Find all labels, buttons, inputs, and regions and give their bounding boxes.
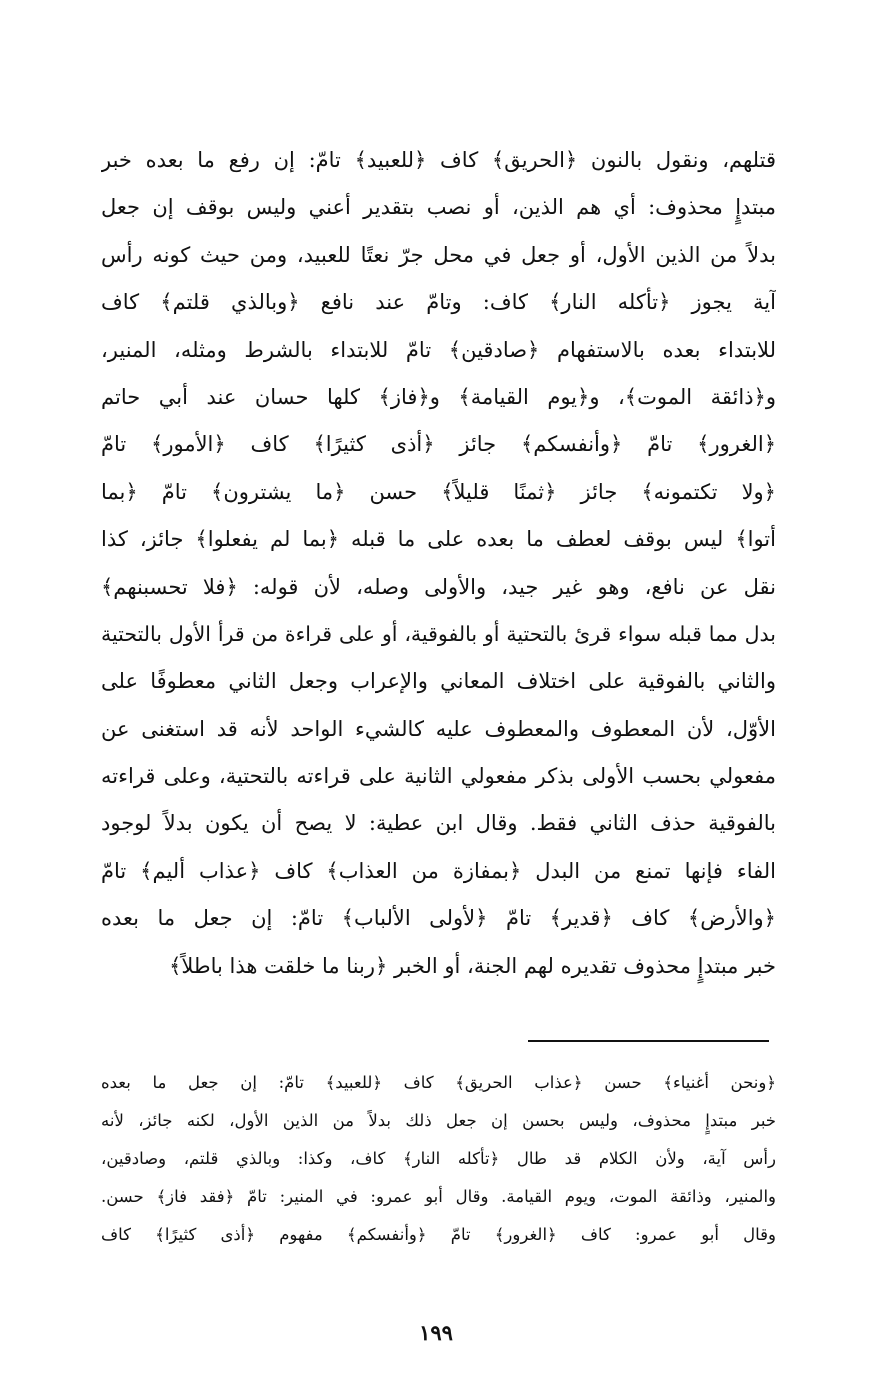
text-line: مبتدإٍ محذوف: أي هم الذين، أو نصب بتقدير أعني وليس بوقف إن جعل <box>101 195 776 220</box>
text-line: للابتداء بعده بالاستفهام ﴿صادقين﴾ تامّ للابتداء بالشرط ومثله، المنير، <box>101 337 776 362</box>
text-line: ﴿ولا تكتمونه﴾ جائز ﴿ثمنًا قليلاً﴾ حسن ﴿ما يشترون﴾ تامّ ﴿بما <box>101 479 776 504</box>
text-line: الأوّل، لأن المعطوف والمعطوف عليه كالشيء الواحد لأنه قد استغنى عن <box>101 716 776 741</box>
text-line: نقل عن نافع، وهو غير جيد، والأولى وصله، لأن قوله: ﴿فلا تحسبنهم﴾ <box>101 574 776 599</box>
footnote-line: رأس آية، ولأن الكلام قد طال ﴿تأكله النار﴾ كاف، وكذا: وبالذي قلتم، وصادقين، <box>101 1149 776 1168</box>
text-line: بالفوقية حذف الثاني فقط. وقال ابن عطية: لا يصح أن يكون بدلاً لوجود <box>101 811 776 836</box>
text-line: أتوا﴾ ليس بوقف لعطف ما بعده على ما قبله ﴿بما لم يفعلوا﴾ جائز، كذا <box>101 527 776 552</box>
text-line: خبر مبتدإٍ محذوف تقديره لهم الجنة، أو الخبر ﴿ربنا ما خلقت هذا باطلاً﴾ <box>169 953 776 978</box>
footnote-separator <box>528 1040 769 1042</box>
text-line: الفاء فإنها تمنع من البدل ﴿بمفازة من العذاب﴾ كاف ﴿عذاب أليم﴾ تامّ <box>101 858 776 883</box>
text-line: قتلهم، ونقول بالنون ﴿الحريق﴾ كاف ﴿للعبيد﴾ تامّ: إن رفع ما بعده خبر <box>101 148 776 172</box>
main-text-block <box>101 137 776 990</box>
text-line: بدل مما قبله سواء قرئ بالتحتية أو بالفوقية، أو على قراءة من قرأ الأول بالتحتية <box>101 621 776 646</box>
footnote-block <box>101 1064 776 1254</box>
footnote-line: والمنير، وذائقة الموت، ويوم القيامة. وقال أبو عمرو: في المنير: تامّ ﴿فقد فاز﴾ حسن. <box>101 1187 776 1206</box>
text-line: مفعولي بحسب الأولى بذكر مفعولي الثانية على قراءته بالتحتية، وعلى قراءته <box>101 764 776 789</box>
text-line: آية يجوز ﴿تأكله النار﴾ كاف: وتامّ عند نافع ﴿وبالذي قلتم﴾ كاف <box>101 290 776 315</box>
page-number: ١٩٩ <box>419 1320 453 1345</box>
text-line: بدلاً من الذين الأول، أو جعل في محل جرّ نعتًا للعبيد، ومن حيث كونه رأس <box>101 242 776 267</box>
footnote-line: خبر مبتدإٍ محذوف، وليس بحسن إن جعل ذلك بدلاً من الذين الأول، لكنه جائز، لأنه <box>101 1111 776 1130</box>
text-line: والثاني بالفوقية على اختلاف المعاني والإعراب وجعل الثاني معطوفًا على <box>101 669 776 694</box>
footnote-line: وقال أبو عمرو: كاف ﴿الغرور﴾ تامّ ﴿وأنفسكم﴾ مفهوم ﴿أذى كثيرًا﴾ كاف <box>101 1225 776 1244</box>
footnote-line: ﴿ونحن أغنياء﴾ حسن ﴿عذاب الحريق﴾ كاف ﴿للعبيد﴾ تامّ: إن جعل ما بعده <box>101 1073 776 1092</box>
text-line: ﴿والأرض﴾ كاف ﴿قدير﴾ تامّ ﴿لأولى الألباب﴾ تامّ: إن جعل ما بعده <box>101 906 776 931</box>
text-line: و﴿ذائقة الموت﴾، و﴿يوم القيامة﴾ و﴿فاز﴾ كلها حسان عند أبي حاتم <box>101 384 776 409</box>
text-line: ﴿الغرور﴾ تامّ ﴿وأنفسكم﴾ جائز ﴿أذى كثيرًا﴾ كاف ﴿الأمور﴾ تامّ <box>101 432 776 457</box>
